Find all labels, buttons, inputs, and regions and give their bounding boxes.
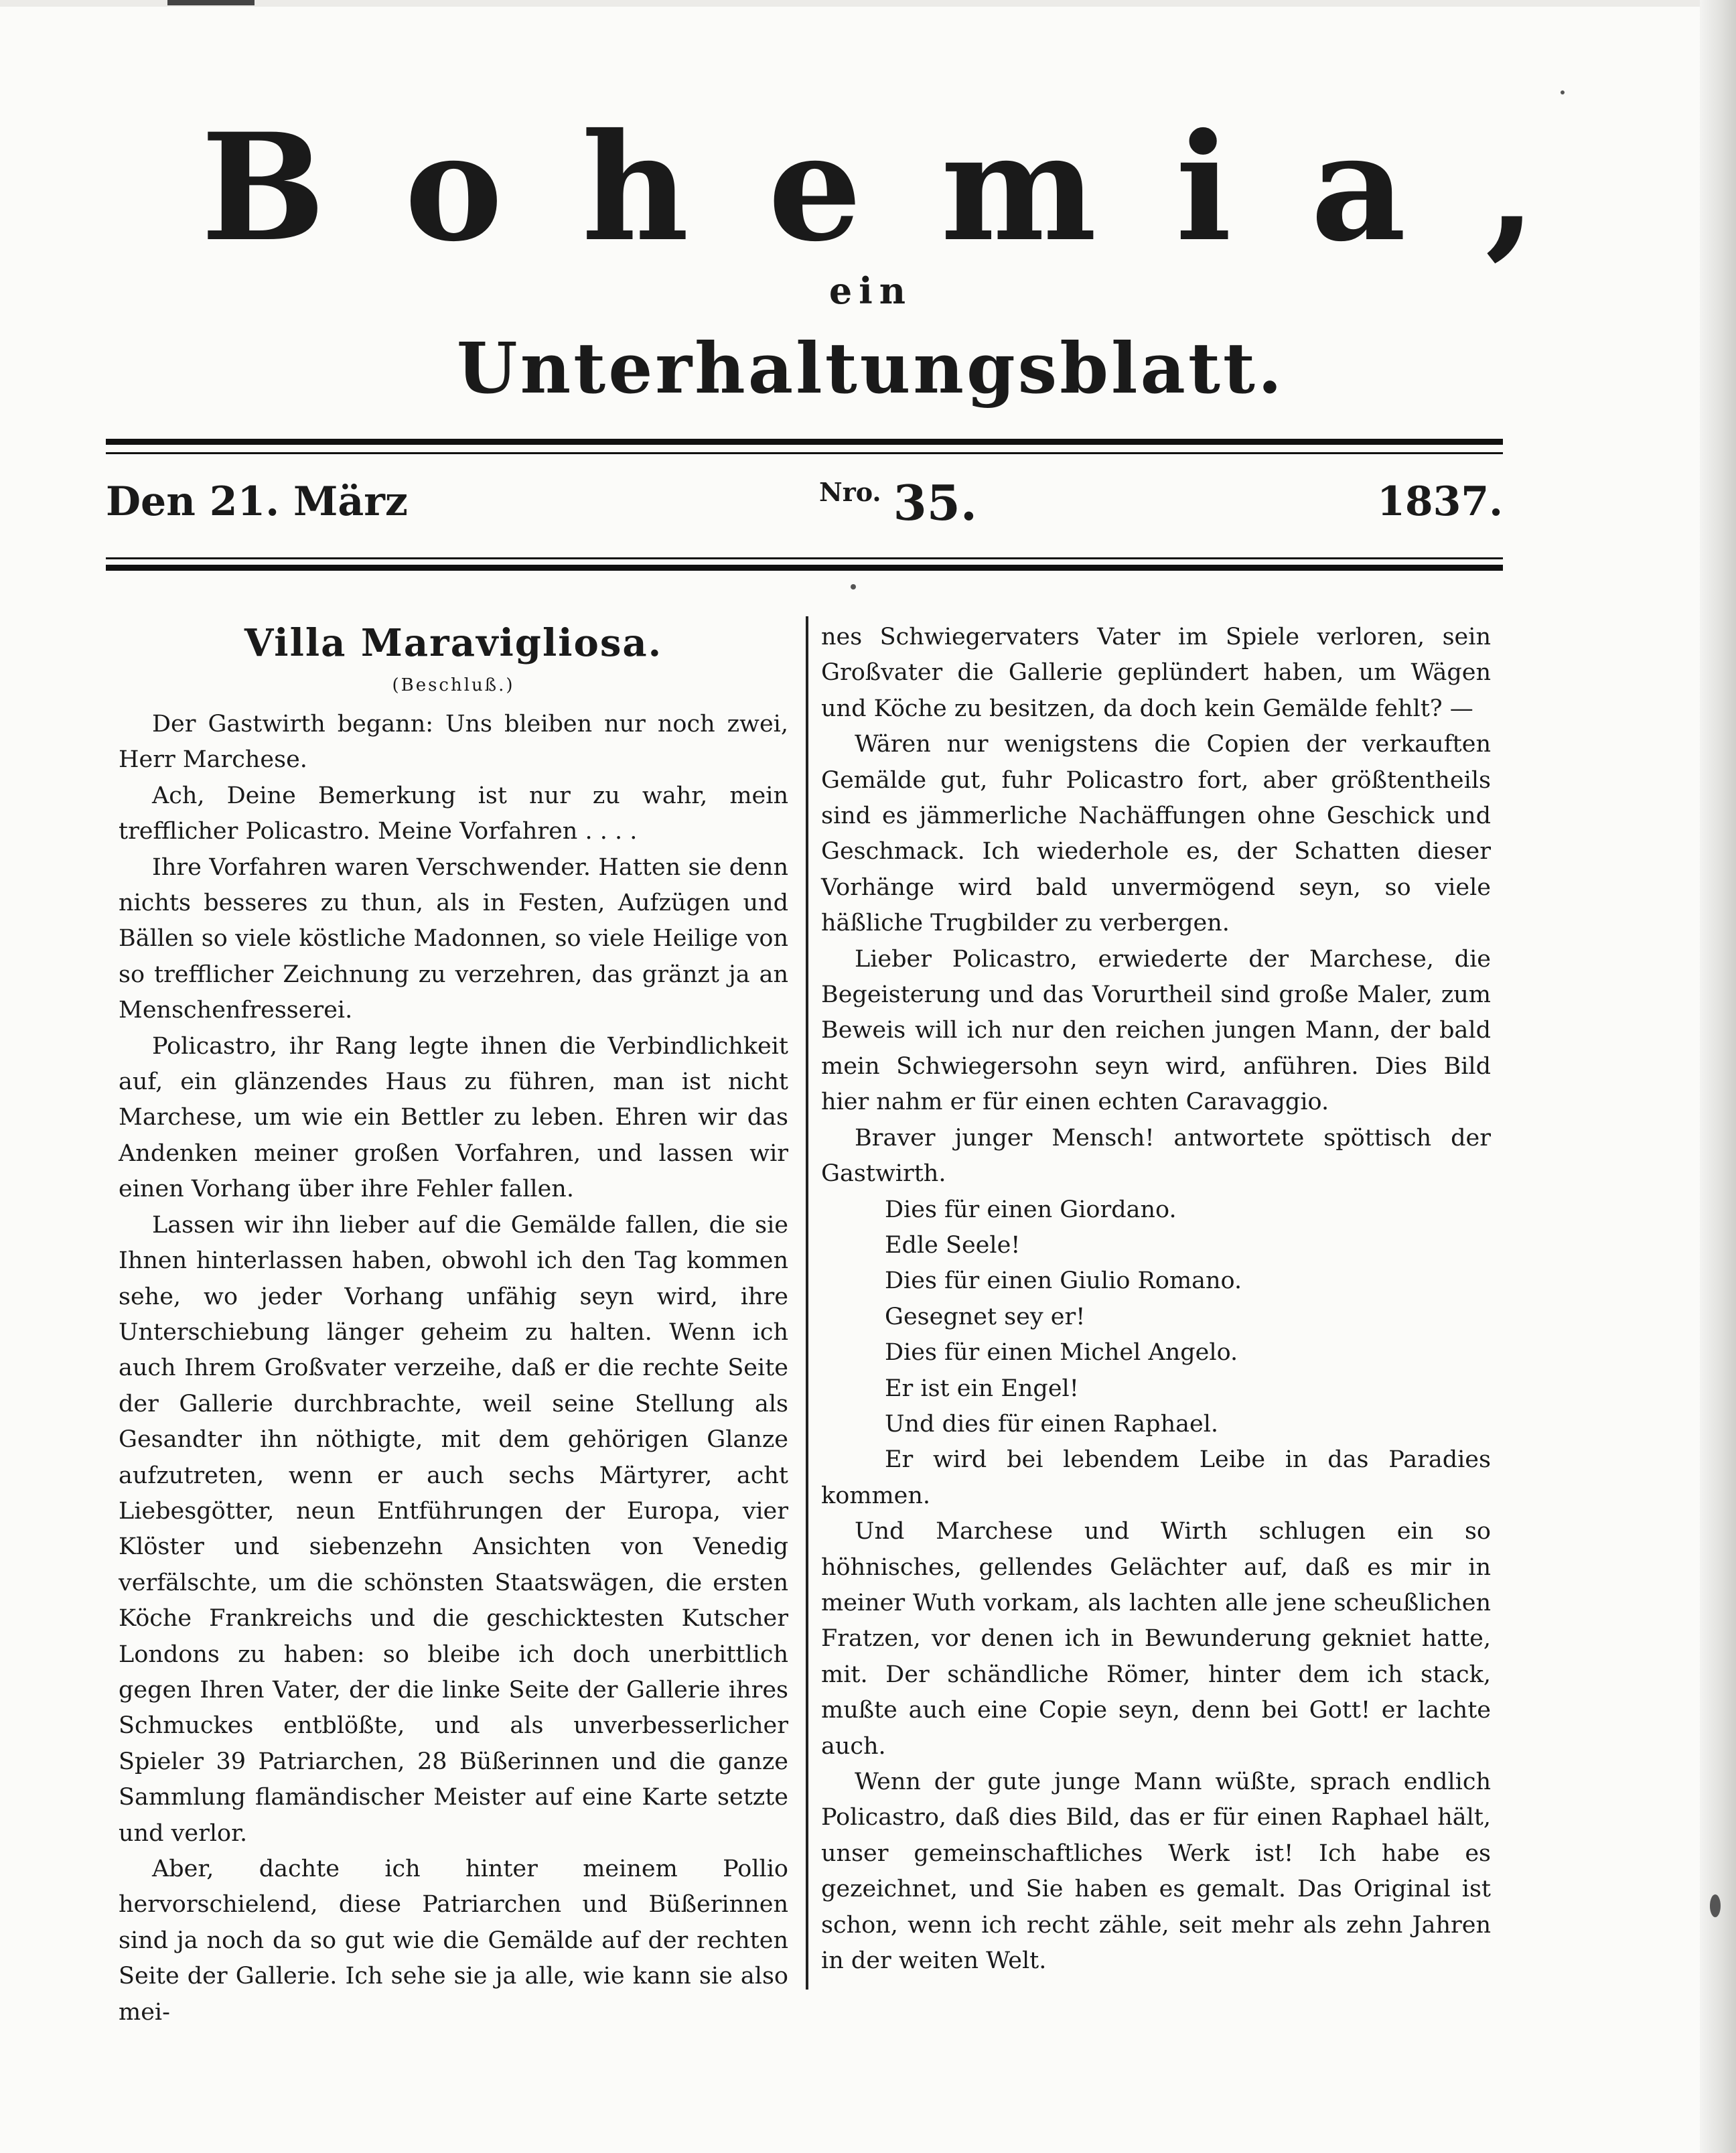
issue-date: Den 21. März [106,478,408,525]
scan-right-edge [1700,0,1736,2153]
dialogue-line: Gesegnet sey er! [885,1303,1086,1330]
paragraph: Lieber Policastro, erwiederte der Marchese, die Begeisterung und das Vorurtheil sind große Maler, zum Beweis will ich nur den reichen jungen Mann, der bald mein Schwiegersohn seyn wird, anführen. Dies Bild hier nahm er für einen echten Caravaggio. [821,945,1491,1116]
column-divider [806,616,808,1990]
scan-speck [1710,1894,1721,1917]
scan-speck [1561,90,1565,94]
rule-thin-top [106,452,1503,454]
paragraph: nes Schwiegervaters Vater im Spiele verloren, sein Großvater die Gallerie geplündert haben, um Wägen und Köche zu besitzen, da doch kein Gemälde fehlt? — [821,624,1491,722]
dialogue-line: Edle Seele! [885,1231,1021,1259]
paragraph: Ach, Deine Bemerkung ist nur zu wahr, mein trefflicher Policastro. Meine Vorfahren . . . . [119,782,788,845]
rule-thin-bottom [106,557,1503,559]
dialogue-line: Dies für einen Giulio Romano. [885,1267,1242,1295]
issue-number-block [819,474,977,531]
paragraph: Und Marchese und Wirth schlugen ein so höhnisches, gellendes Gelächter auf, daß es mir in meiner Wuth vorkam, als lachten alle jene scheußlichen Fratzen, vor denen ich in Bewunderung gekniet hatte, mit. Der schändliche Römer, hinter dem ich stack, mußte auch eine Copie seyn, denn bei Gott! er lachte auch. [821,1518,1491,1760]
article-column-right [821,620,1491,1979]
masthead-title: Bohemia, [201,100,1616,274]
article-title: Villa Maravigliosa. [244,621,663,665]
dialogue-line: Er ist ein Engel! [885,1375,1079,1402]
scan-top-edge [0,0,1736,7]
rule-thick-top [106,439,1503,445]
paragraph: Aber, dachte ich hinter meinem Pollio hervorschielend, diese Patriarchen und Büßerinnen sind ja noch da so gut wie die Gemälde auf der rechten Seite der Gallerie. Ich sehe sie ja alle, wie kann sie also mei- [119,1856,788,2026]
dialogue-line: Dies für einen Michel Angelo. [885,1339,1238,1367]
dialogue-line: Und dies für einen Raphael. [885,1410,1219,1438]
issue-prefix: Nro. [819,477,881,507]
dateline [106,474,1503,535]
paragraph: Ihre Vorfahren waren Verschwender. Hatten sie denn nichts besseres zu thun, als in Festen, Aufzügen und Bällen so viele köstliche Madonnen, so viele Heilige von so trefflicher Zeichnung zu verzehren, das gränzt ja an Menschenfresserei. [119,853,788,1024]
paragraph: Policastro, ihr Rang legte ihnen die Verbindlichkeit auf, ein glänzendes Haus zu führen, man ist nicht Marchese, um wie ein Bettler zu leben. Ehren wir das Andenken meiner großen Vorfahren, und lassen wir einen Vorhang über ihre Fehler fallen. [119,1032,788,1203]
article-column-left [119,620,788,2030]
scan-edge-mark [167,0,255,5]
paragraph: Braver junger Mensch! antwortete spöttisch der Gastwirth. [821,1124,1491,1188]
issue-number: 35. [893,474,977,531]
dialogue-line: Dies für einen Giordano. [885,1196,1177,1223]
issue-year: 1837. [1377,478,1503,525]
paragraph: Lassen wir ihn lieber auf die Gemälde fallen, die sie Ihnen hinterlassen haben, obwohl ich den Tag kommen sehe, wo jeder Vorhang unfähig seyn wird, ihre Unterschiebung länger geheim zu halten. Wenn ich auch Ihrem Großvater verzeihe, daß er die rechte Seite der Gallerie durchbrachte, weil seine Stellung als Gesandter ihn nöthigte, mit dem gehörigen Glanze aufzutreten, wenn er auch sechs Märtyrer, acht Liebesgötter, neun Entführungen der Europa, vier Klöster und siebenzehn Ansichten von Venedig verfälschte, um die schönsten Staatswägen, die ersten Köche Frankreichs und die geschicktesten Kutscher Londons zu haben: so bleibe ich doch unerbittlich gegen Ihren Vater, der die linke Seite der Gallerie ihres Schmuckes entblößte, und als unverbesserlicher Spieler 39 Patriarchen, 28 Büßerinnen und die ganze Sammlung flamändischer Meister auf eine Karte setzte und verlor. [119,1211,788,1847]
rule-thick-bottom [106,565,1503,571]
article-note: (Beschluß.) [392,675,515,695]
scan-speck [851,584,856,589]
masthead-subtitle: ein [828,269,913,312]
dialogue-line: Er wird bei lebendem Leibe in das Paradies kommen. [821,1446,1491,1509]
masthead-name: Unterhaltungsblatt. [456,327,1285,409]
paragraph: Wenn der gute junge Mann wüßte, sprach endlich Policastro, daß dies Bild, das er für einen Raphael hält, unser gemeinschaftliches Werk ist! Ich habe es gezeichnet, und Sie haben es gemalt. Das Original ist schon, wenn ich recht zähle, seit mehr als zehn Jahren in der weiten Welt. [821,1768,1491,1975]
paragraph: Der Gastwirth begann: Uns bleiben nur noch zwei, Herr Marchese. [119,711,788,774]
paragraph: Wären nur wenigstens die Copien der verkauften Gemälde gut, fuhr Policastro fort, aber größtentheils sind es jämmerliche Nachäffungen ohne Geschick und Geschmack. Ich wiederhole es, der Schatten dieser Vorhänge wird bald unvermögend seyn, so viele häßliche Trugbilder zu verbergen. [821,731,1491,937]
